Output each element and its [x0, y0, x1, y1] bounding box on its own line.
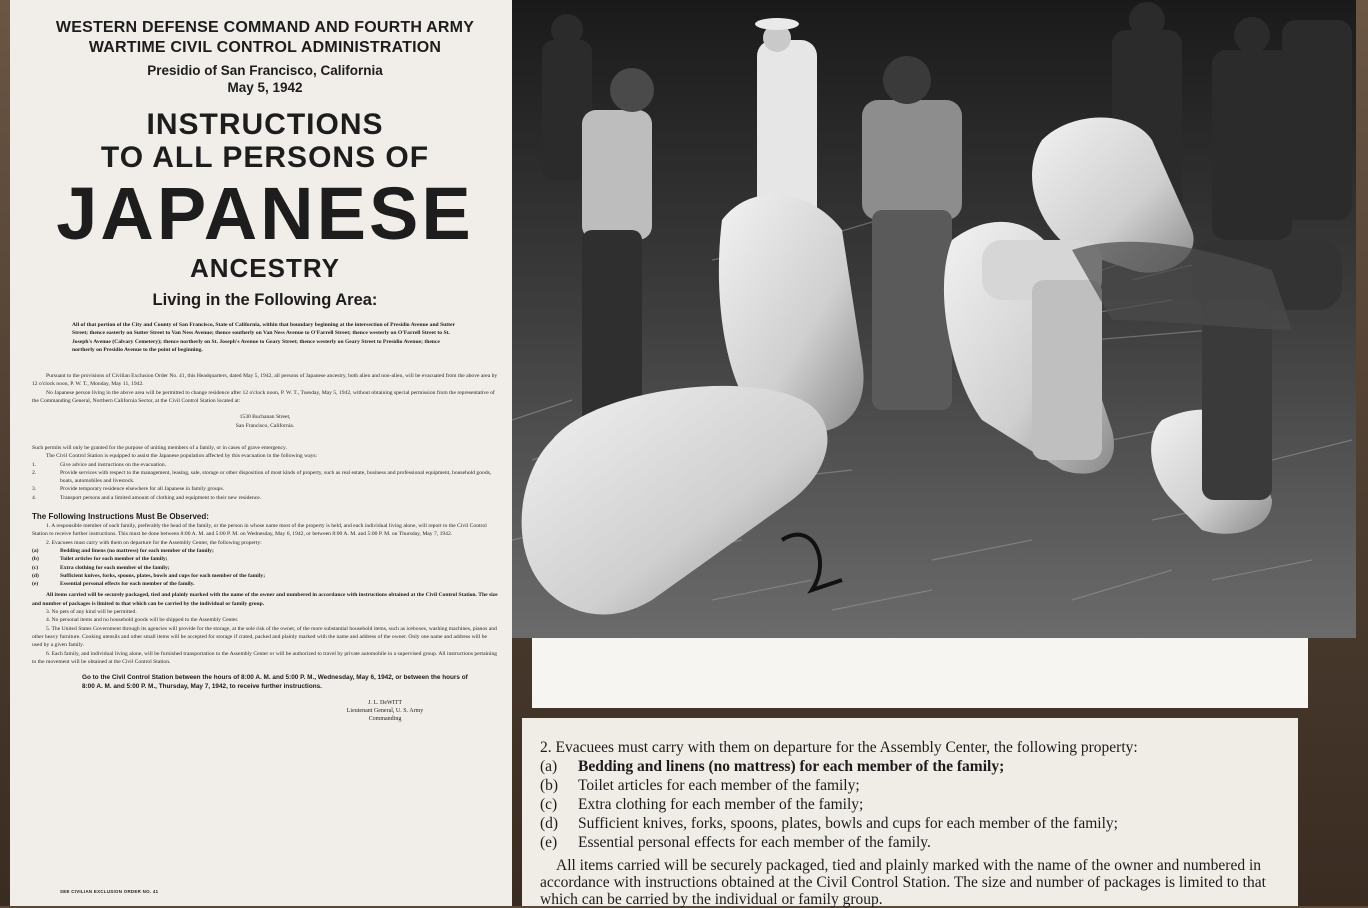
signature-name: J. L. DeWITT	[368, 699, 402, 706]
list-item-key: (c)	[540, 796, 558, 813]
excerpt-paragraph: All items carried will be securely packaged, tied and plainly marked with the name of the owner and numbered in accordance with instructions obtained at the Civil Control Station. The size and number of packages is limited to that which can be carried by the individual or family group.	[540, 857, 1266, 908]
instruction-4: 4. No personal items and no household goods will be shipped to the Assembly Center.	[46, 617, 239, 624]
list-item-text: Bedding and linens (no mattress) for each member of the family;	[578, 758, 1005, 775]
list-item-text: Toilet articles for each member of the family;	[60, 556, 168, 563]
para-permits: Such permits will only be granted for the purpose of uniting members of a family, or in cases of grave emergency.	[32, 444, 287, 451]
list-item-text: Essential personal effects for each member of the family.	[578, 834, 931, 851]
list-item-text: Extra clothing for each member of the family;	[578, 796, 864, 813]
para-packaged: All items carried will be securely packaged, tied and plainly marked with the name of the owner and numbered in accordance with instructions obtained at the Civil Control Station. The size and number of packages is limited to that which can be carried by the individual or family group.	[32, 592, 498, 607]
list-item	[32, 564, 498, 572]
list-item-key: 3.	[32, 486, 37, 493]
signature-block	[272, 699, 498, 723]
area-description: All of that portion of the City and County of San Francisco, State of California, within that boundary beginning at the intersection of Presidio Avenue and Sutter Street; thence easterly on Sutter Street to Van Ness Avenue; thence southerly on Van Ness Avenue to O'Farrell Street; thence westerly on O'Farrell Street to St. Joseph's Avenue (Calvary Cemetery); thence northerly on St. Joseph's Avenue to Geary Street; thence westerly on Geary Street to Presidio Avenue; thence northerly on Presidio Avenue to the point of beginning.	[72, 322, 455, 353]
poster-header-line2: WARTIME CIVIL CONTROL ADMINISTRATION	[88, 39, 442, 56]
para-no-change: No Japanese person living in the above area will be permitted to change residence after 12 o'clock noon, P. W. T., Tuesday, May 5, 1942, without obtaining special permission from the representative of the Commanding General, Northern California Sector, at the Civil Control Station located at:	[32, 389, 495, 405]
list-item-key: 2.	[32, 469, 37, 476]
list-item-key: (c)	[32, 564, 39, 571]
list-item-key: (e)	[32, 581, 39, 588]
instruction-2: 2. Evacuees must carry with them on departure for the Assembly Center, the following property:	[46, 539, 262, 546]
list-item-key: (b)	[540, 777, 559, 794]
list-item	[32, 547, 498, 555]
list-item	[32, 494, 498, 502]
list-item-text: Sufficient knives, forks, spoons, plates, bowls and cups for each member of the family;	[578, 815, 1118, 832]
list-item-key: 4.	[32, 494, 37, 501]
list-item-key: (d)	[32, 572, 39, 579]
list-item	[32, 469, 498, 486]
list-item-text: Extra clothing for each member of the family;	[60, 564, 170, 571]
list-item-text: Transport persons and a limited amount of clothing and equipment to their new residence.	[60, 494, 262, 501]
list-item-text: Sufficient knives, forks, spoons, plates, bowls and cups for each member of the family;	[60, 572, 266, 579]
station-address-line1: 1530 Buchanan Street,	[239, 414, 291, 421]
photo-illustration	[512, 0, 1356, 638]
instruction-6: 6. Each family, and individual living alone, will be furnished transportation to the Assembly Center or will be authorized to travel by private automobile in a supervised group. All instructions pertaining to the movement will be obtained at the Civil Control Station.	[32, 650, 498, 665]
list-item	[540, 814, 1282, 833]
list-item	[32, 572, 498, 580]
poster-date: May 5, 1942	[227, 80, 303, 95]
list-item	[32, 461, 498, 469]
list-item	[32, 555, 498, 563]
poster-title-ancestry: ANCESTRY	[189, 253, 341, 283]
signature-title1: Lieutenant General, U. S. Army	[346, 707, 424, 714]
list-item-key: 1.	[32, 461, 37, 468]
list-item-key: (b)	[32, 556, 39, 563]
instruction-1: 1. A responsible member of each family, preferably the head of the family, or the person in whose name most of the property is held, and each individual living alone, will report to the Civil Control Station to receive further instructions. This must be done between 8:00 A. M. and 5:00 P. M. on Wednesday, May 6, 1942, or between 8:00 A. M. and 5:00 P. M. on Thursday, May 7, 1942.	[32, 523, 487, 538]
poster-title-to-all: TO ALL PERSONS OF	[100, 141, 430, 174]
instruction-5: 5. The United States Government through its agencies will provide for the storage, at the sole risk of the owner, of the more substantial household items, such as iceboxes, washing machines, pianos and other heavy furniture. Cooking utensils and other small items will be accepted for storage if crated, packed and plainly marked with the name and address of the owner. Only one name and address will be used by a given family.	[32, 625, 497, 649]
list-item-key: (a)	[540, 758, 558, 775]
list-item	[32, 485, 498, 493]
instructions-heading: The Following Instructions Must Be Observed:	[32, 512, 209, 522]
list-item	[540, 776, 1282, 795]
list-item	[32, 580, 498, 588]
signature-title2: Commanding	[368, 715, 402, 722]
caption-card-blank	[532, 638, 1308, 708]
list-item-key: (e)	[540, 834, 558, 851]
poster-title-instructions: INSTRUCTIONS	[146, 108, 384, 141]
list-item-text: Toilet articles for each member of the family;	[578, 777, 860, 794]
poster-footer-order: SEE CIVILIAN EXCLUSION ORDER NO. 41	[60, 889, 159, 894]
excerpt-property-list	[540, 757, 1282, 852]
enlarged-excerpt	[522, 718, 1298, 906]
go-to-station-text: Go to the Civil Control Station between the hours of 8:00 A. M. and 5:00 P. M., Wednesday, May 6, 1942, or between the hours of 8:00 A. M. and 5:00 P. M., Thursday, May 7, 1942, to receive further instructions.	[82, 674, 468, 690]
instruction-3: 3. No pets of any kind will be permitted.	[46, 609, 137, 616]
property-list	[32, 547, 498, 588]
list-item-text: Provide services with respect to the management, leasing, sale, storage or other disposition of most kinds of property, such as real estate, business and professional equipment, household goods, boats, automobiles and livestock.	[60, 469, 492, 485]
poster-location: Presidio of San Francisco, California	[147, 63, 383, 78]
poster-subtitle: Living in the Following Area:	[152, 291, 378, 309]
list-item	[540, 757, 1282, 776]
list-item-key: (a)	[32, 547, 39, 554]
list-item-text: Bedding and linens (no mattress) for each member of the family;	[60, 547, 214, 554]
para-pursuant: Pursuant to the provisions of Civilian Exclusion Order No. 41, this Headquarters, dated May 5, 1942, all persons of Japanese ancestry, both alien and non-alien, will be evacuated from the above area by 12 o'clock noon, P. W. T., Monday, May 11, 1942.	[32, 373, 498, 388]
evacuees-packing-photo	[512, 0, 1356, 638]
para-station: The Civil Control Station is equipped to assist the Japanese population affected by this evacuation in the following ways:	[46, 453, 318, 460]
station-address-line2: San Francisco, California.	[235, 422, 295, 429]
excerpt-intro: 2. Evacuees must carry with them on departure for the Assembly Center, the following property:	[540, 739, 1138, 756]
exclusion-order-poster	[10, 0, 512, 906]
list-item-text: Provide temporary residence elsewhere for all Japanese in family groups.	[60, 486, 225, 493]
list-item-text: Essential personal effects for each member of the family.	[60, 581, 195, 588]
list-item	[540, 833, 1282, 852]
list-item-text: Give advice and instructions on the evacuation.	[60, 461, 167, 468]
list-item	[540, 795, 1282, 814]
poster-title-japanese: JAPANESE	[56, 172, 474, 255]
list-item-key: (d)	[540, 815, 559, 832]
poster-header-line1: WESTERN DEFENSE COMMAND AND FOURTH ARMY	[55, 19, 475, 36]
services-list	[32, 461, 498, 502]
